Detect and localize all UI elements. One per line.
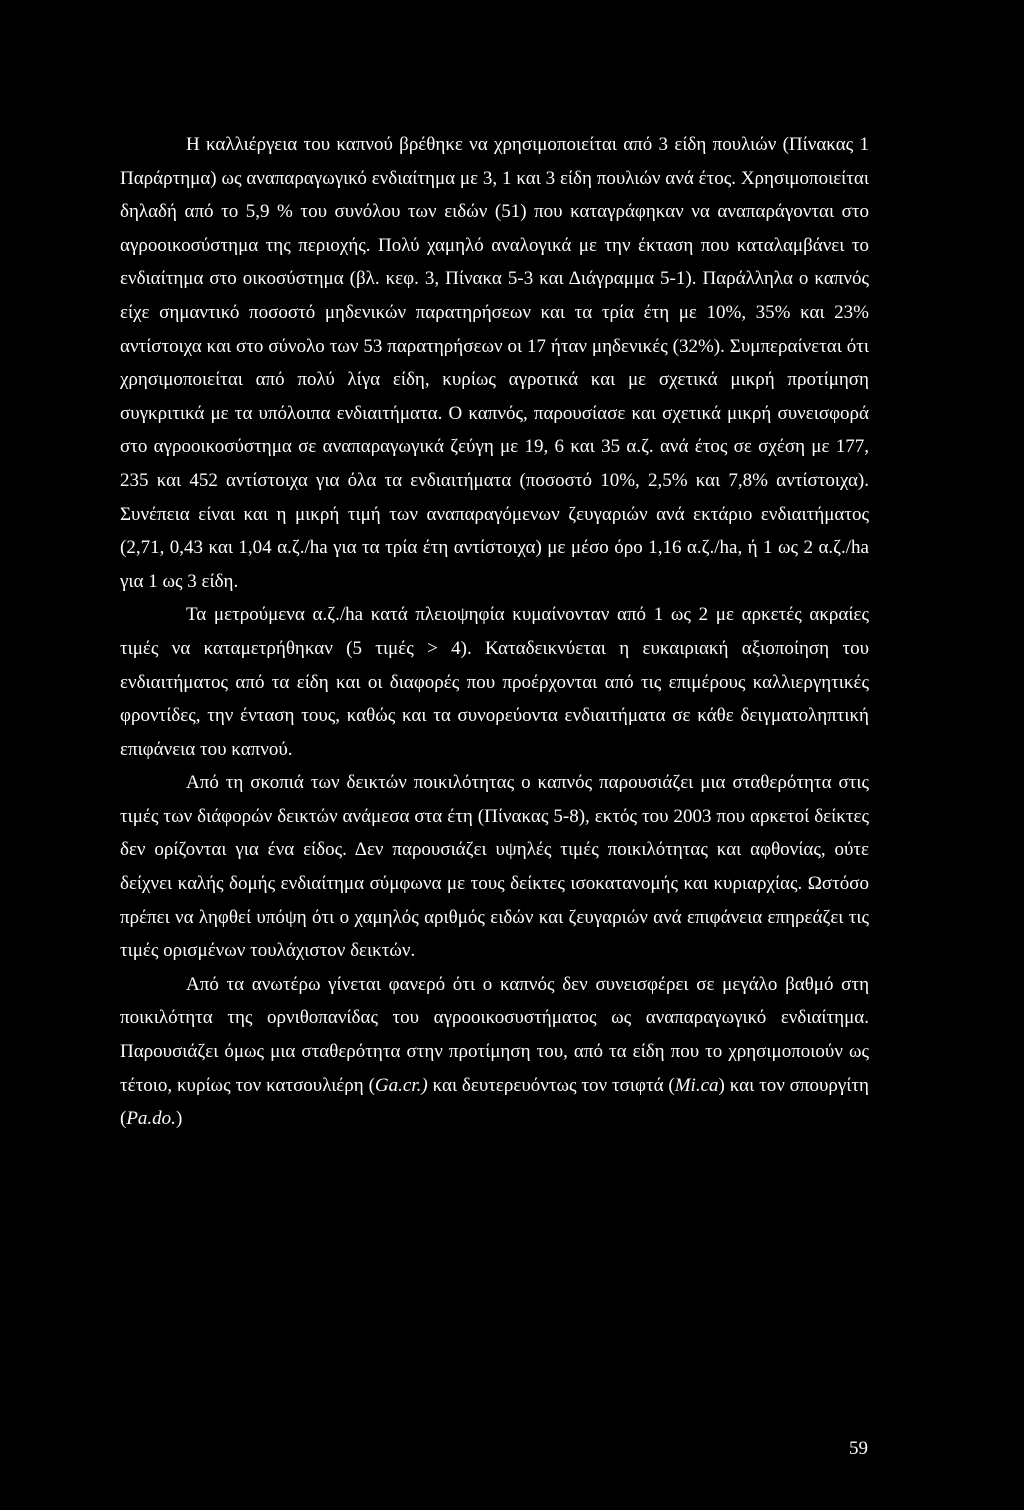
paragraph-2: Τα μετρούμενα α.ζ./ha κατά πλειοψηφία κυμαίνονταν από 1 ως 2 με αρκετές ακραίες τιμές να καταμετρήθηκαν (5 τιμές > 4). Καταδεικνύεται η ευκαιριακή αξιοποίηση του ενδιαιτήματος από τα είδη και οι διαφορές που προέρχονται από τις επιμέρους καλλιεργητικές φροντίδες, την ένταση τους, καθώς και τα συνορεύοντα ενδιαιτήματα σε κάθε δειγματοληπτική επιφάνεια του καπνού.: [120, 604, 869, 760]
paragraph-4-text-b: και δευτερευόντως τον τσιφτά (: [427, 1074, 675, 1096]
paragraph-3: Από τη σκοπιά των δεικτών ποικιλότητας ο καπνός παρουσιάζει μια σταθερότητα στις τιμές των διάφορών δεικτών ανάμεσα στα έτη (Πίνακας 5-8), εκτός του 2003 που αρκετοί δείκτες δεν ορίζονται για ένα είδος. Δεν παρουσιάζει υψηλές τιμές ποικιλότητας και αφθονίας, ούτε δείχνει καλής δομής ενδιαίτημα σύμφωνα με τους δείκτες ισοκατανομής και κυριαρχίας. Ωστόσο πρέπει να ληφθεί υπόψη ότι ο χαμηλός αριθμός ειδών και ζευγαριών ανά επιφάνεια επηρεάζει τις τιμές ορισμένων τουλάχιστον δεικτών.: [120, 772, 869, 962]
paragraph-1: Η καλλιέργεια του καπνού βρέθηκε να χρησιμοποιείται από 3 είδη πουλιών (Πίνακας 1 Παράρτημα) ως αναπαραγωγικό ενδιαίτημα με 3, 1 και 3 είδη πουλιών ανά έτος. Χρησιμοποιείται δηλαδή από το 5,9 % του συνόλου των ειδών (51) που καταγράφηκαν να αναπαράγονται στο αγροοικοσύστημα της περιοχής. Πολύ χαμηλό αναλογικά με την έκταση που καταλαμβάνει το ενδιαίτημα στο οικοσύστημα (βλ. κεφ. 3, Πίνακα 5-3 και Διάγραμμα 5-1). Παράλληλα ο καπνός είχε σημαντικό ποσοστό μηδενικών παρατηρήσεων και τα τρία έτη με 10%, 35% και 23% αντίστοιχα και στο σύνολο των 53 παρατηρήσεων οι 17 ήταν μηδενικές (32%). Συμπεραίνεται ότι χρησιμοποιείται από πολύ λίγα είδη, κυρίως αγροτικά και με σχετικά μικρή προτίμηση συγκριτικά με τα υπόλοιπα ενδιαιτήματα. Ο καπνός, παρουσίασε και σχετικά μικρή συνεισφορά στο αγροοικοσύστημα σε αναπαραγωγικά ζεύγη με 19, 6 και 35 α.ζ. ανά έτος σε σχέση με 177, 235 και 452 αντίστοιχα για όλα τα ενδιαιτήματα (ποσοστό 10%, 2,5% και 7,8% αντίστοιχα). Συνέπεια είναι και η μικρή τιμή των αναπαραγόμενων ζευγαριών ανά εκτάριο ενδιαιτήματος (2,71, 0,43 και 1,04 α.ζ./ha για τα τρία έτη αντίστοιχα) με μέσο όρο 1,16 α.ζ./ha, ή 1 ως 2 α.ζ./ha για 1 ως 3 είδη.: [120, 134, 869, 592]
paragraph-4-text-a: Από τα ανωτέρω γίνεται φανερό ότι ο καπνός δεν συνεισφέρει σε μεγάλο βαθμό στη ποικιλότητα της ορνιθοπανίδας του αγροοικοσυστήματος ως αναπαραγωγικό ενδιαίτημα. Παρουσιάζει όμως μια σταθερότητα στην προτίμηση του, από τα είδη που το χρησιμοποιούν ως τέτοιο, κυρίως τον κατσουλιέρη (: [120, 973, 869, 1096]
page-number: 59: [849, 1438, 868, 1459]
paragraph-4-text-d: ): [175, 1108, 183, 1130]
document-body: [120, 128, 869, 1136]
species-abbrev-pa-do: Pa.do.: [126, 1108, 176, 1130]
paragraph-4: [120, 968, 869, 1136]
paragraph-4-text-c: ) και τον σπουργίτη (: [120, 1074, 869, 1130]
species-abbrev-mi-ca: Mi.ca: [674, 1074, 719, 1096]
species-abbrev-ga-cr: Ga.cr.): [374, 1074, 428, 1096]
